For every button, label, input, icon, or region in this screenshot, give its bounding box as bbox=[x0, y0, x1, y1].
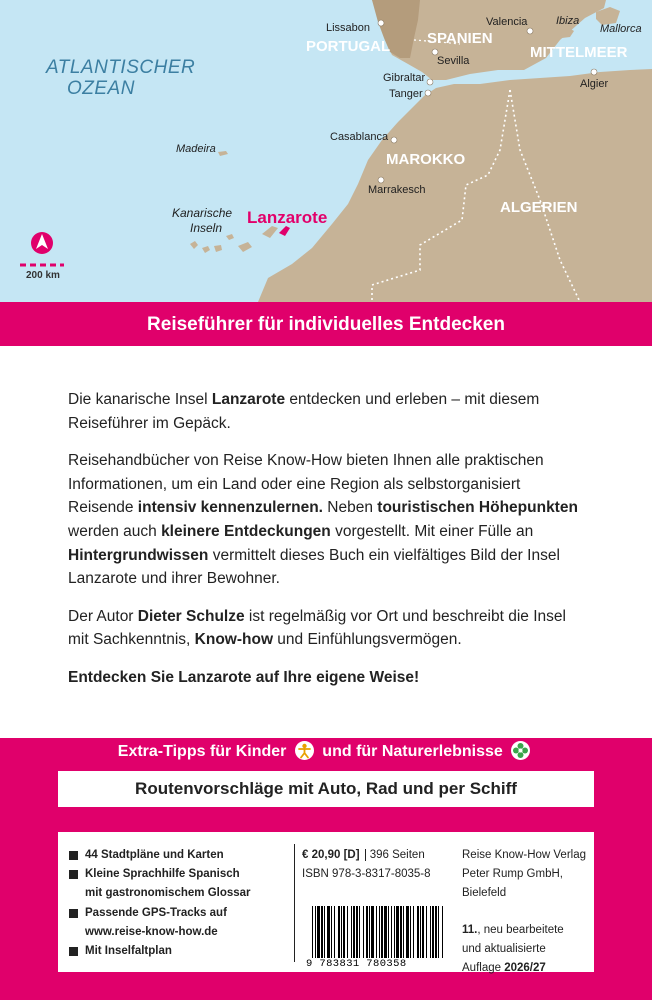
barcode-bar bbox=[432, 906, 434, 958]
city-dot-casablanca bbox=[391, 137, 397, 143]
barcode-bar bbox=[394, 906, 395, 958]
city-label-ibiza: Ibiza bbox=[556, 15, 580, 27]
barcode-bar bbox=[356, 906, 358, 958]
feature-item-continued: mit gastronomischem Glossar bbox=[85, 887, 251, 900]
city-label-madeira: Madeira bbox=[176, 143, 216, 155]
publisher-name: Reise Know-How Verlag bbox=[462, 849, 587, 861]
barcode-bar bbox=[341, 906, 342, 958]
barcode-bar bbox=[410, 906, 411, 958]
barcode-bar bbox=[413, 906, 414, 958]
edition-line-1: 11., neu bearbeitete bbox=[462, 924, 564, 936]
country-label-spanien: SPANIEN bbox=[427, 30, 493, 47]
city-label-gibraltar: Gibraltar bbox=[383, 72, 426, 84]
child-icon bbox=[295, 741, 314, 760]
bullet-square-icon bbox=[69, 870, 78, 879]
overview-map bbox=[0, 0, 652, 302]
city-dot-marrakesch bbox=[378, 177, 384, 183]
city-dot-gibraltar bbox=[427, 79, 433, 85]
country-label-marokko: MAROKKO bbox=[386, 151, 466, 168]
canary-label-2: Inseln bbox=[190, 221, 223, 235]
barcode-bar bbox=[324, 906, 325, 958]
edition-line-3: Auflage 2026/27 bbox=[462, 962, 546, 974]
barcode-bar bbox=[363, 906, 364, 958]
bullet-square-icon bbox=[69, 851, 78, 860]
feature-item: 44 Stadtpläne und Karten bbox=[68, 846, 290, 865]
publisher-address: Peter Rump GmbH, Bielefeld bbox=[462, 868, 563, 899]
country-label-algerien: ALGERIEN bbox=[500, 199, 578, 216]
africa-land bbox=[258, 69, 652, 302]
barcode-bar bbox=[406, 906, 409, 958]
canary-label-1: Kanarische bbox=[172, 206, 233, 220]
city-dot-algier bbox=[591, 69, 597, 75]
barcode-bar bbox=[388, 906, 389, 958]
bullet-square-icon bbox=[69, 947, 78, 956]
barcode-bar bbox=[353, 906, 355, 958]
barcode-bar bbox=[426, 906, 427, 958]
city-dot-tanger bbox=[425, 90, 431, 96]
publisher-info bbox=[462, 846, 594, 978]
barcode-bar bbox=[422, 906, 424, 958]
ocean-label-1: ATLANTISCHER bbox=[46, 57, 196, 78]
paragraph-2: Reisehandbücher von Reise Know-How bieten Ihnen alle praktischen Informationen, um ein Land oder eine Region als selbstorganisiert Reisende intensiv kennenzulernen. Neben touristischen Höhepunkten werden auch kleinere Entdeckungen vorgestellt. Mit einer Fülle an Hintergrundwissen vermittelt dieses Buch ein vielfältiges Bild der Insel Lanzarote und ihrer Bewohner. bbox=[68, 452, 578, 588]
barcode-bar bbox=[338, 906, 340, 958]
barcode-bar bbox=[384, 906, 387, 958]
barcode-bar bbox=[420, 906, 421, 958]
barcode-bar bbox=[315, 906, 316, 958]
features-list bbox=[68, 846, 290, 961]
feature-item-continued: www.reise-know-how.de bbox=[85, 925, 218, 938]
barcode-bar bbox=[435, 906, 437, 958]
city-dot-valencia bbox=[527, 28, 533, 34]
barcode-bar bbox=[331, 906, 332, 958]
extras-line bbox=[0, 738, 652, 766]
scale-label: 200 km bbox=[26, 270, 60, 281]
barcode-bar bbox=[334, 906, 335, 958]
barcode-bar bbox=[400, 906, 402, 958]
barcode-bar bbox=[359, 906, 360, 958]
feature-item: Mit Inselfaltplan bbox=[68, 942, 290, 961]
barcode-bar bbox=[438, 906, 439, 958]
barcode-bar bbox=[379, 906, 380, 958]
city-label-marrakesch: Marrakesch bbox=[368, 184, 426, 196]
barcode-bar bbox=[391, 906, 392, 958]
barcode-bar bbox=[403, 906, 404, 958]
barcode-bar bbox=[366, 906, 368, 958]
feature-item: Passende GPS-Tracks auf bbox=[68, 904, 290, 923]
city-label-valencia: Valencia bbox=[486, 16, 528, 28]
extras-nature-text: und für Naturerlebnisse bbox=[322, 743, 503, 760]
city-label-lissabon: Lissabon bbox=[326, 22, 371, 34]
sea-label-mittelmeer: MITTELMEER bbox=[530, 44, 628, 61]
barcode-number: 9 783831 780358 bbox=[306, 958, 407, 970]
info-box bbox=[58, 832, 594, 972]
bullet-square-icon bbox=[69, 909, 78, 918]
country-label-portugal: PORTUGAL bbox=[306, 38, 391, 55]
city-label-sevilla: Sevilla bbox=[437, 55, 470, 67]
barcode-bar bbox=[381, 906, 383, 958]
barcode-bar bbox=[321, 906, 323, 958]
isbn: ISBN 978-3-8317-8035-8 bbox=[302, 868, 431, 880]
page-count: 396 Seiten bbox=[365, 849, 425, 861]
barcode-bar bbox=[351, 906, 352, 958]
ocean-label-2: OZEAN bbox=[67, 78, 135, 99]
barcode-bar bbox=[417, 906, 419, 958]
city-dot-lissabon bbox=[378, 20, 384, 26]
barcode-bar bbox=[430, 906, 431, 958]
extras-kids-text: Extra-Tipps für Kinder bbox=[117, 743, 287, 760]
madeira-island bbox=[218, 151, 228, 156]
description-text bbox=[68, 388, 588, 704]
barcode-bar bbox=[343, 906, 345, 958]
city-label-algier: Algier bbox=[580, 78, 609, 90]
paragraph-1: Die kanarische Insel Lanzarote entdecken und erleben – mit diesem Reiseführer im Gepäck. bbox=[68, 391, 540, 432]
barcode-bar bbox=[442, 906, 443, 958]
barcode-bar bbox=[376, 906, 377, 958]
barcode-bar bbox=[369, 906, 370, 958]
divider bbox=[294, 844, 295, 962]
price: € 20,90 [D] bbox=[302, 849, 360, 861]
city-label-tanger: Tanger bbox=[389, 88, 423, 100]
barcode-bar bbox=[347, 906, 348, 958]
lanzarote-label: Lanzarote bbox=[247, 208, 328, 227]
paragraph-3: Der Autor Dieter Schulze ist regelmäßig vor Ort und beschreibt die Insel mit Sachkenntnis, Know-how und Einfühlungsvermögen. bbox=[68, 607, 566, 649]
paragraph-4: Entdecken Sie Lanzarote auf Ihre eigene Weise! bbox=[68, 668, 420, 686]
barcode-bar bbox=[312, 906, 313, 958]
price-info bbox=[302, 846, 431, 884]
city-label-casablanca: Casablanca bbox=[330, 131, 389, 143]
barcode-bar bbox=[396, 906, 399, 958]
feature-item: Kleine Sprachhilfe Spanisch bbox=[68, 865, 290, 884]
city-label-mallorca: Mallorca bbox=[600, 23, 642, 35]
tagline-band: Reiseführer für individuelles Entdecken bbox=[0, 302, 652, 346]
north-arrow-icon bbox=[31, 232, 53, 254]
flower-icon bbox=[511, 741, 530, 760]
routes-banner: Routenvorschläge mit Auto, Rad und per Schiff bbox=[58, 771, 594, 807]
barcode-bar bbox=[371, 906, 374, 958]
barcode-bar bbox=[327, 906, 330, 958]
barcode-bar bbox=[317, 906, 320, 958]
edition-line-2: und aktualisierte bbox=[462, 943, 546, 955]
